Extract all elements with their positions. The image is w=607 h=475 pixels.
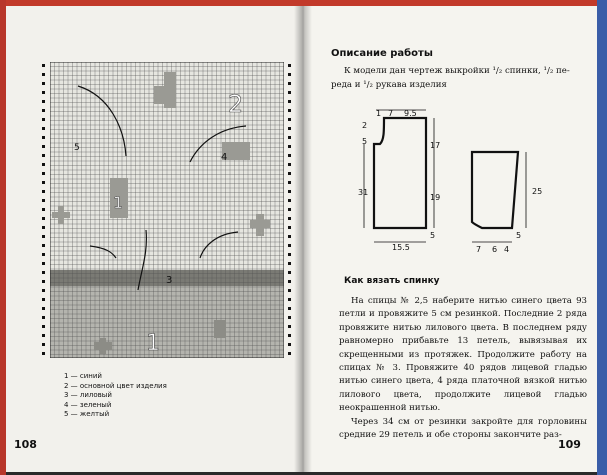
row-marker: [42, 154, 45, 157]
instructions-text: [339, 295, 587, 442]
row-marker: [42, 307, 45, 310]
intro-line-2: реда и ¹/₂ рукава изделия: [331, 80, 447, 90]
row-marker: [288, 217, 291, 220]
row-marker: [42, 271, 45, 274]
row-marker: [42, 91, 45, 94]
row-marker: [288, 262, 291, 265]
row-marker: [42, 73, 45, 76]
row-marker: [42, 262, 45, 265]
chart-number-4: 4: [221, 152, 228, 163]
chart-row-markers-left: [42, 64, 45, 355]
row-marker: [42, 217, 45, 220]
row-marker: [288, 280, 291, 283]
dim-7: 7: [388, 109, 394, 118]
row-marker: [288, 145, 291, 148]
row-marker: [288, 208, 291, 211]
row-marker: [42, 100, 45, 103]
legend-item: 5 — желтый: [64, 410, 110, 418]
row-marker: [288, 325, 291, 328]
dim-1: 1: [376, 109, 382, 118]
row-marker: [288, 235, 291, 238]
row-marker: [288, 118, 291, 121]
row-marker: [288, 334, 291, 337]
page-number-right: 109: [558, 438, 581, 451]
row-marker: [42, 109, 45, 112]
row-marker: [288, 172, 291, 175]
legend-item: 4 — зеленый: [64, 400, 112, 409]
dim-25: 25: [532, 187, 543, 196]
instruction-paragraph: Через 34 см от резинки закройте для горловины средние 29 петель и обе стороны закончите раз-: [339, 416, 587, 441]
row-marker: [288, 244, 291, 247]
row-marker: [42, 145, 45, 148]
chart-row-markers-right: [288, 64, 291, 355]
row-marker: [42, 118, 45, 121]
row-marker: [288, 181, 291, 184]
legend-item: 2 — основной цвет изделия: [64, 381, 167, 390]
row-marker: [288, 190, 291, 193]
dim-5-sleeve: 5: [516, 231, 522, 240]
dim-15-5: 15.5: [392, 243, 410, 252]
pattern-drawing: [340, 100, 590, 260]
row-marker: [288, 100, 291, 103]
row-marker: [288, 109, 291, 112]
row-marker: [288, 298, 291, 301]
row-marker: [42, 190, 45, 193]
row-marker: [42, 136, 45, 139]
row-marker: [42, 64, 45, 67]
row-marker: [42, 244, 45, 247]
row-marker: [288, 199, 291, 202]
row-marker: [288, 226, 291, 229]
chart-legend: [64, 372, 167, 420]
row-marker: [288, 352, 291, 355]
row-marker: [42, 172, 45, 175]
chart-number-2: 2: [228, 90, 244, 118]
row-marker: [42, 325, 45, 328]
row-marker: [42, 316, 45, 319]
row-marker: [42, 163, 45, 166]
chart-number-1-bottom: 1: [146, 331, 160, 356]
row-marker: [288, 136, 291, 139]
row-marker: [288, 91, 291, 94]
subsection-heading: Как вязать спинку: [344, 276, 440, 286]
row-marker: [42, 226, 45, 229]
row-marker: [288, 73, 291, 76]
row-marker: [42, 343, 45, 346]
dim-4-sleeve: 4: [504, 245, 510, 254]
chart-number-5: 5: [74, 143, 80, 153]
row-marker: [42, 334, 45, 337]
row-marker: [288, 154, 291, 157]
row-marker: [42, 298, 45, 301]
dim-31: 31: [358, 188, 369, 197]
row-marker: [288, 253, 291, 256]
row-marker: [288, 64, 291, 67]
instruction-paragraph: На спицы № 2,5 наберите нитью синего цвета 93 петли и провяжите 5 см резинкой. Последние 2 ряда провяжите нитью лилового цвета. В последнем ряду равномерно прибавьте 13 петель, вывязывая их скрещенными из протяжек. Продолжите работу на спицах № 3. Провяжите 40 рядов лицевой гладью нитью синего цвета, 4 ряда платочной вязкой нитью лилового цвета, продолжите лицевой гладью неокрашенной нитью.: [339, 296, 587, 414]
back-pattern-outline: [374, 118, 426, 228]
row-marker: [42, 289, 45, 292]
page-number-left: 108: [14, 438, 37, 451]
row-marker: [288, 271, 291, 274]
chart-number-1-top: 1: [113, 193, 124, 212]
row-marker: [42, 199, 45, 202]
dim-2: 2: [362, 121, 368, 130]
sleeve-pattern-outline: [472, 152, 518, 228]
dim-19: 19: [430, 193, 441, 202]
book-cover-edge-right: [597, 0, 607, 475]
chart-row-markers: [38, 62, 298, 358]
row-marker: [42, 352, 45, 355]
row-marker: [288, 127, 291, 130]
row-marker: [42, 208, 45, 211]
legend-item: 3 — лиловый: [64, 391, 112, 399]
row-marker: [288, 289, 291, 292]
row-marker: [42, 280, 45, 283]
book-gutter: [294, 6, 312, 472]
dim-6-sleeve: 6: [492, 245, 498, 254]
legend-item: 1 — синий: [64, 372, 102, 380]
row-marker: [288, 343, 291, 346]
dim-17: 17: [430, 141, 441, 150]
row-marker: [288, 307, 291, 310]
row-marker: [42, 235, 45, 238]
row-marker: [288, 163, 291, 166]
row-marker: [288, 316, 291, 319]
row-marker: [42, 253, 45, 256]
dim-7-sleeve: 7: [476, 245, 482, 254]
row-marker: [288, 82, 291, 85]
section-heading: Описание работы: [331, 48, 433, 59]
dim-5-bottom: 5: [430, 231, 436, 240]
row-marker: [42, 82, 45, 85]
row-marker: [42, 181, 45, 184]
dim-5-left: 5: [362, 137, 368, 146]
chart-number-3: 3: [166, 275, 173, 286]
intro-line-1: К модели дан чертеж выкройки ¹/₂ спинки, ¹/₂ пе-: [344, 66, 570, 76]
dim-9-5: 9.5: [404, 109, 417, 118]
row-marker: [42, 127, 45, 130]
